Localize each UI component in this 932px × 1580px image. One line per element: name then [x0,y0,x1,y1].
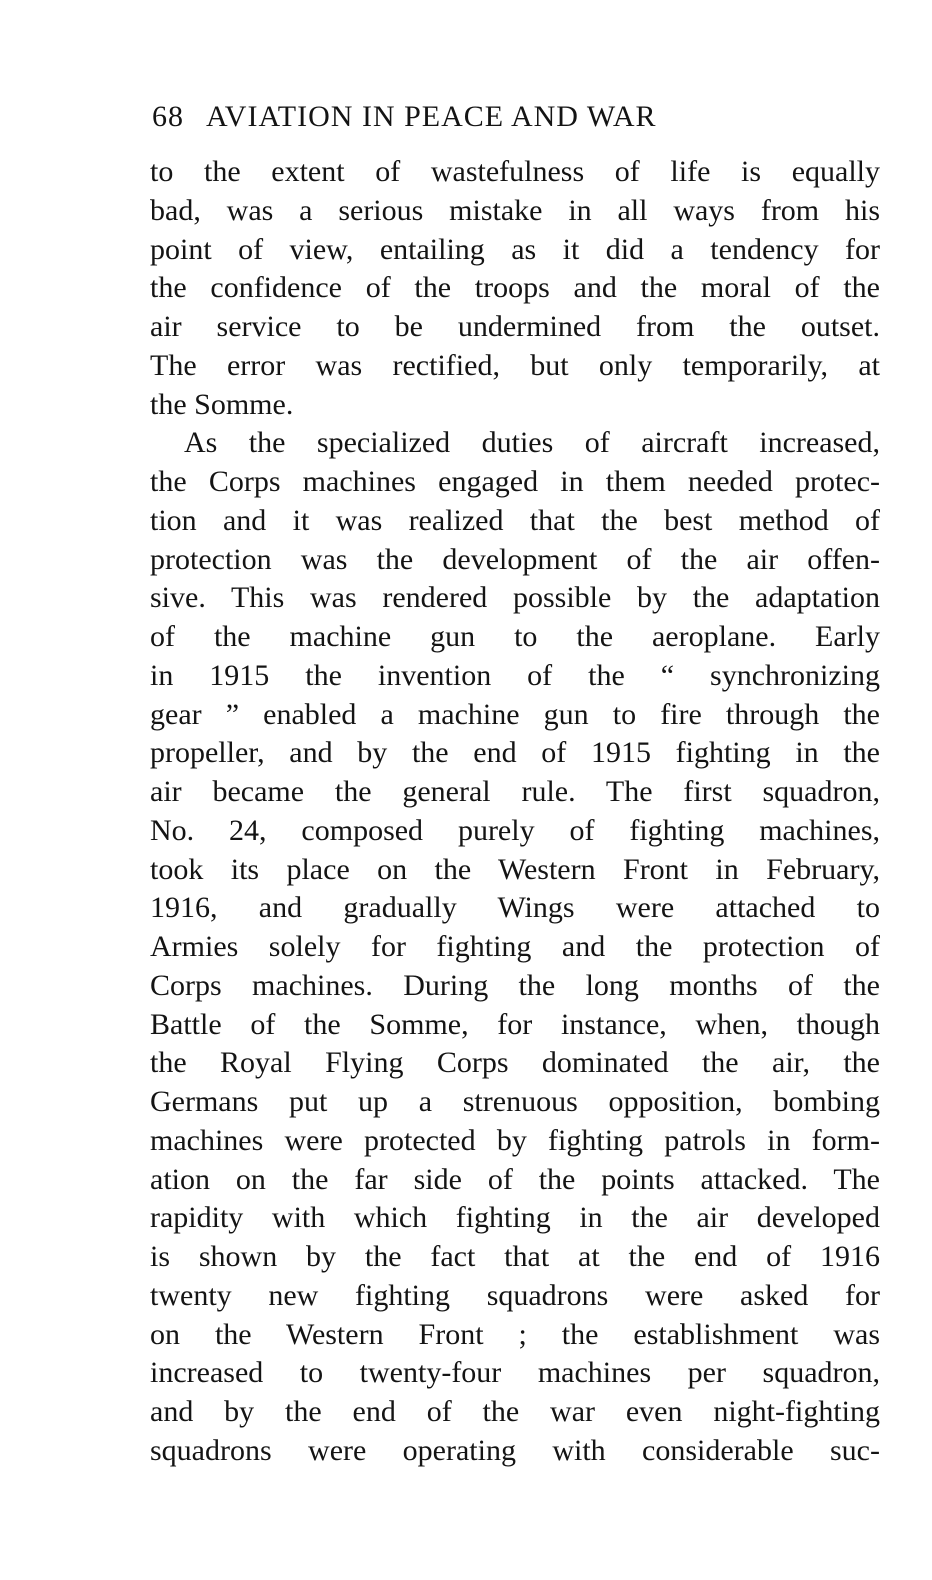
text-line: Corps machines. During the long months of the [150,968,880,1002]
text-line: protection was the development of the air offen- [150,542,880,576]
text-line: No. 24, composed purely of fighting machines, [150,813,880,847]
text-line: took its place on the Western Front in February, [150,852,880,886]
text-line: and by the end of the war even night-fighting [150,1395,880,1428]
page-title: AVIATION IN PEACE AND WAR [206,100,657,133]
text-line: is shown by the fact that at the end of 1916 [150,1240,880,1273]
text-line: air became the general rule. The first squadron, [150,775,880,808]
text-line: gear ” enabled a machine gun to fire through the [150,697,880,731]
text-line: air service to be undermined from the outset. [150,310,880,343]
text-line: the confidence of the troops and the moral of the [150,271,880,305]
body-text [150,153,880,1471]
text-line: rapidity with which fighting in the air developed [150,1201,880,1235]
text-line: As the specialized duties of aircraft increased, [184,426,880,460]
text-line: 1916, and gradually Wings were attached to [150,891,880,925]
text-line: on the Western Front ; the establishment was [150,1317,880,1351]
text-line: to the extent of wastefulness of life is equally [150,155,880,188]
text-line: tion and it was realized that the best method of [150,503,880,537]
text-line: the Corps machines engaged in them needed protec- [150,465,880,498]
text-line: the Royal Flying Corps dominated the air, the [150,1046,880,1080]
page-number: 68 [152,100,184,133]
text-line: in 1915 the invention of the “ synchronizing [150,658,880,692]
text-line: the Somme. [150,387,294,421]
text-line: Armies solely for fighting and the protection of [150,930,880,963]
text-line: increased to twenty-four machines per squadron, [150,1356,880,1390]
text-line: propeller, and by the end of 1915 fighting in the [150,736,880,770]
text-line: ation on the far side of the points attacked. The [150,1162,880,1196]
text-line: squadrons were operating with considerable suc- [150,1433,880,1467]
text-line: sive. This was rendered possible by the adaptation [150,581,880,615]
running-head [152,97,812,137]
text-line: bad, was a serious mistake in all ways from his [150,193,880,227]
text-line: Battle of the Somme, for instance, when, though [150,1007,880,1041]
text-line: twenty new fighting squadrons were asked for [150,1278,880,1312]
text-line: of the machine gun to the aeroplane. Early [150,620,880,653]
text-line: machines were protected by fighting patrols in form- [150,1123,880,1157]
text-line: The error was rectified, but only temporarily, at [150,348,880,382]
text-line: Germans put up a strenuous opposition, bombing [150,1085,880,1118]
text-line: point of view, entailing as it did a tendency for [150,232,880,266]
